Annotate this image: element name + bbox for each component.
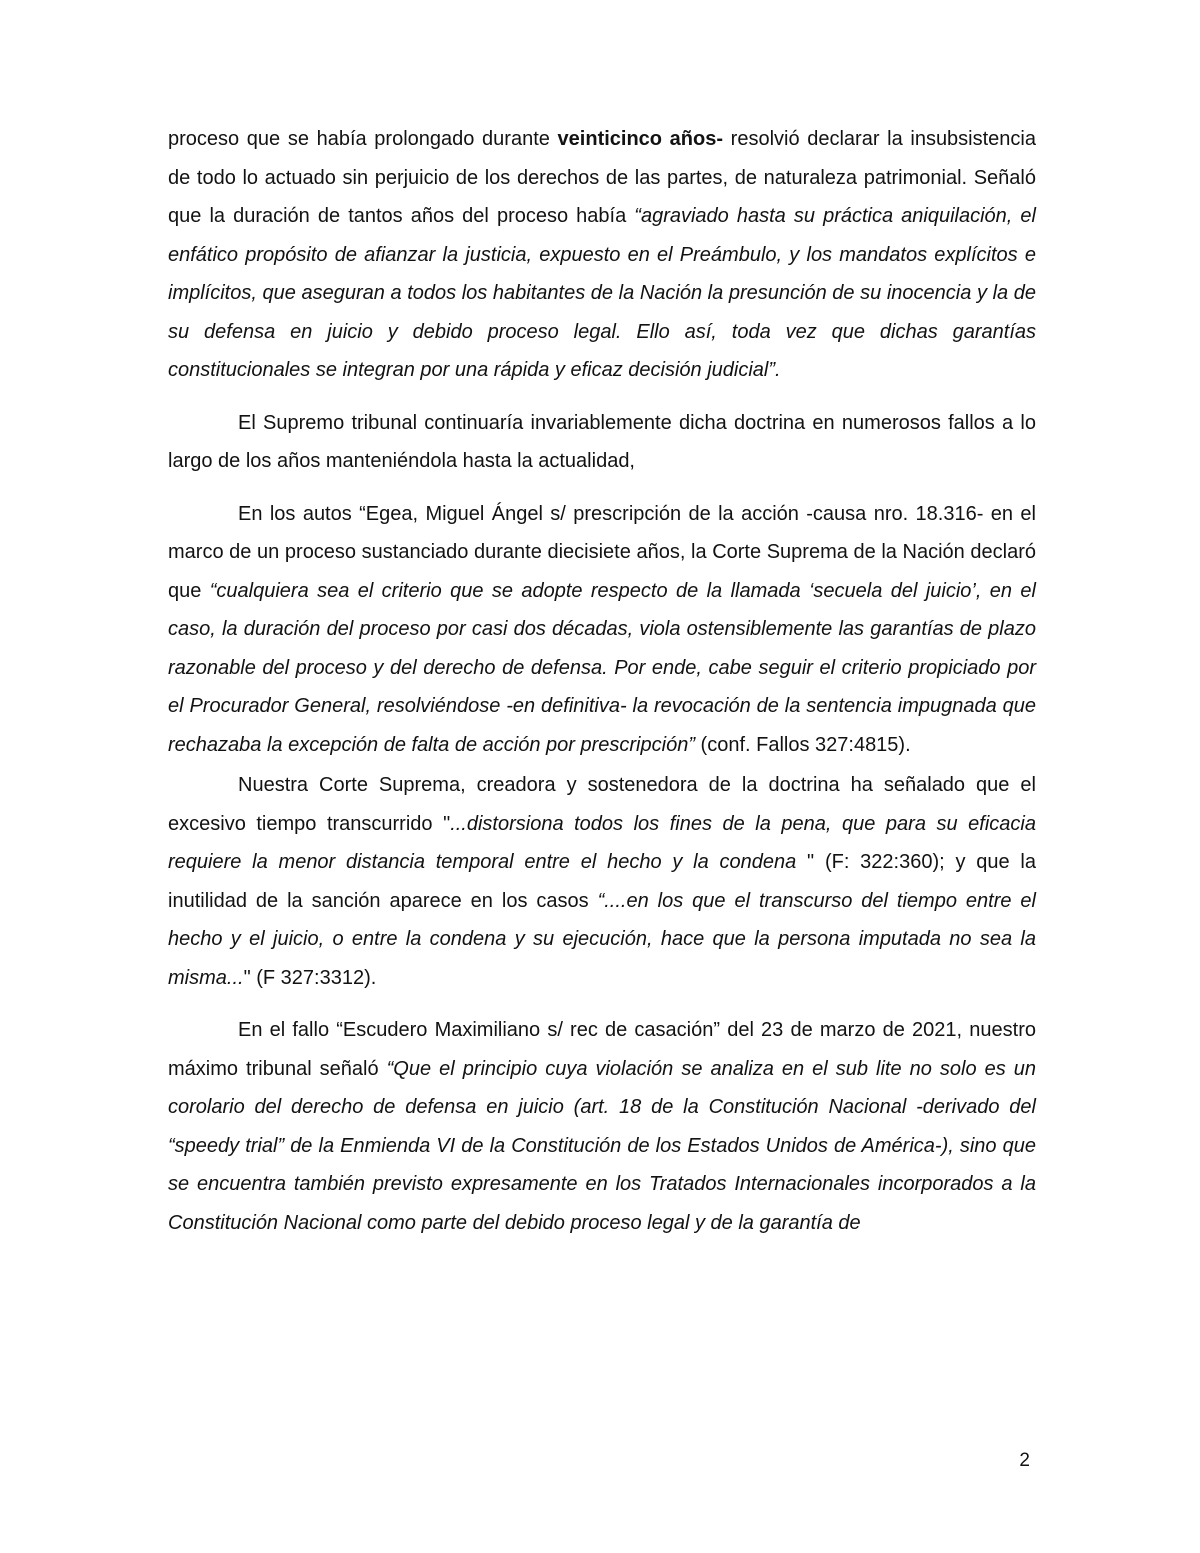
paragraph: [168, 1011, 1036, 1242]
text-run-italic: “cualquiera sea el criterio que se adopte respecto de la llamada ‘secuela del juicio’, en el caso, la duración del proceso por casi dos décadas, viola ostensiblemente las garantías de plazo razonable del proceso y del derecho de defensa. Por ende, cabe seguir el criterio propiciado por el Procurador General, resolviéndose -en definitiva- la revocación de la sentencia impugnada que rechazaba la excepción de falta de acción por prescripción”: [168, 579, 1036, 756]
page-number: 2: [1019, 1450, 1030, 1471]
text-run-italic: ...distorsiona todos los fines de la pena, que para su eficacia requiere la menor distancia temporal entre el hecho y la condena: [168, 812, 1036, 873]
text-run-normal: Nuestra Corte Suprema, creadora y sostenedora de la doctrina ha señalado que el excesivo tiempo transcurrido ": [168, 774, 1036, 835]
text-run-italic: “....en los que el transcurso del tiempo entre el hecho y el juicio, o entre la condena y su ejecución, hace que la persona imputada no sea la misma...: [168, 889, 1036, 989]
paragraph: [168, 766, 1036, 997]
text-run-italic: “agraviado hasta su práctica aniquilación, el enfático propósito de afianzar la justicia, expuesto en el Preámbulo, y los mandatos explícitos e implícitos, que aseguran a todos los habitantes de la Nación la presunción de su inocencia y la de su defensa en juicio y debido proceso legal. Ello así, toda vez que dichas garantías constitucionales se integran por una rápida y eficaz decisión judicial”.: [168, 205, 1036, 381]
paragraph: [168, 495, 1036, 765]
document-body: [168, 120, 1036, 1242]
text-run-normal: En los autos “Egea, Miguel Ángel s/ prescripción de la acción -causa nro. 18.316- en el marco de un proceso sustanciado durante diecisiete años, la Corte Suprema de la Nación declaró que: [168, 502, 1036, 602]
text-run-normal: (conf. Fallos 327:4815).: [700, 733, 911, 756]
paragraph: [168, 120, 1036, 390]
text-run-normal: proceso que se había prolongado durante: [168, 128, 558, 150]
text-run-normal: El Supremo tribunal continuaría invariablemente dicha doctrina en numerosos fallos a lo largo de los años manteniéndola hasta la actualidad,: [168, 411, 1036, 472]
text-run-italic: “Que el principio cuya violación se analiza en el sub lite no solo es un corolario del derecho de defensa en juicio (art. 18 de la Constitución Nacional -derivado del “speedy trial” de la Enmienda VI de la Constitución de los Estados Unidos de América-), sino que se encuentra también previsto expresamente en los Tratados Internacionales incorporados a la Constitución Nacional como parte del debido proceso legal y de la garantía de: [168, 1057, 1036, 1234]
text-run-normal: " (F 327:3312).: [243, 966, 377, 989]
text-run-normal: " (F: 322:360); y que la inutilidad de la sanción aparece en los casos: [168, 851, 1036, 912]
text-run-normal: En el fallo “Escudero Maximiliano s/ rec de casación” del 23 de marzo de 2021, nuestro máximo tribunal señaló: [168, 1019, 1036, 1080]
text-run-bold: veinticinco años-: [557, 128, 724, 150]
text-run-normal: resolvió declarar la insubsistencia de todo lo actuado sin perjuicio de los derechos de las partes, de naturaleza patrimonial. Señaló que la duración de tantos años del proceso había: [168, 128, 1036, 227]
paragraph: [168, 404, 1036, 481]
